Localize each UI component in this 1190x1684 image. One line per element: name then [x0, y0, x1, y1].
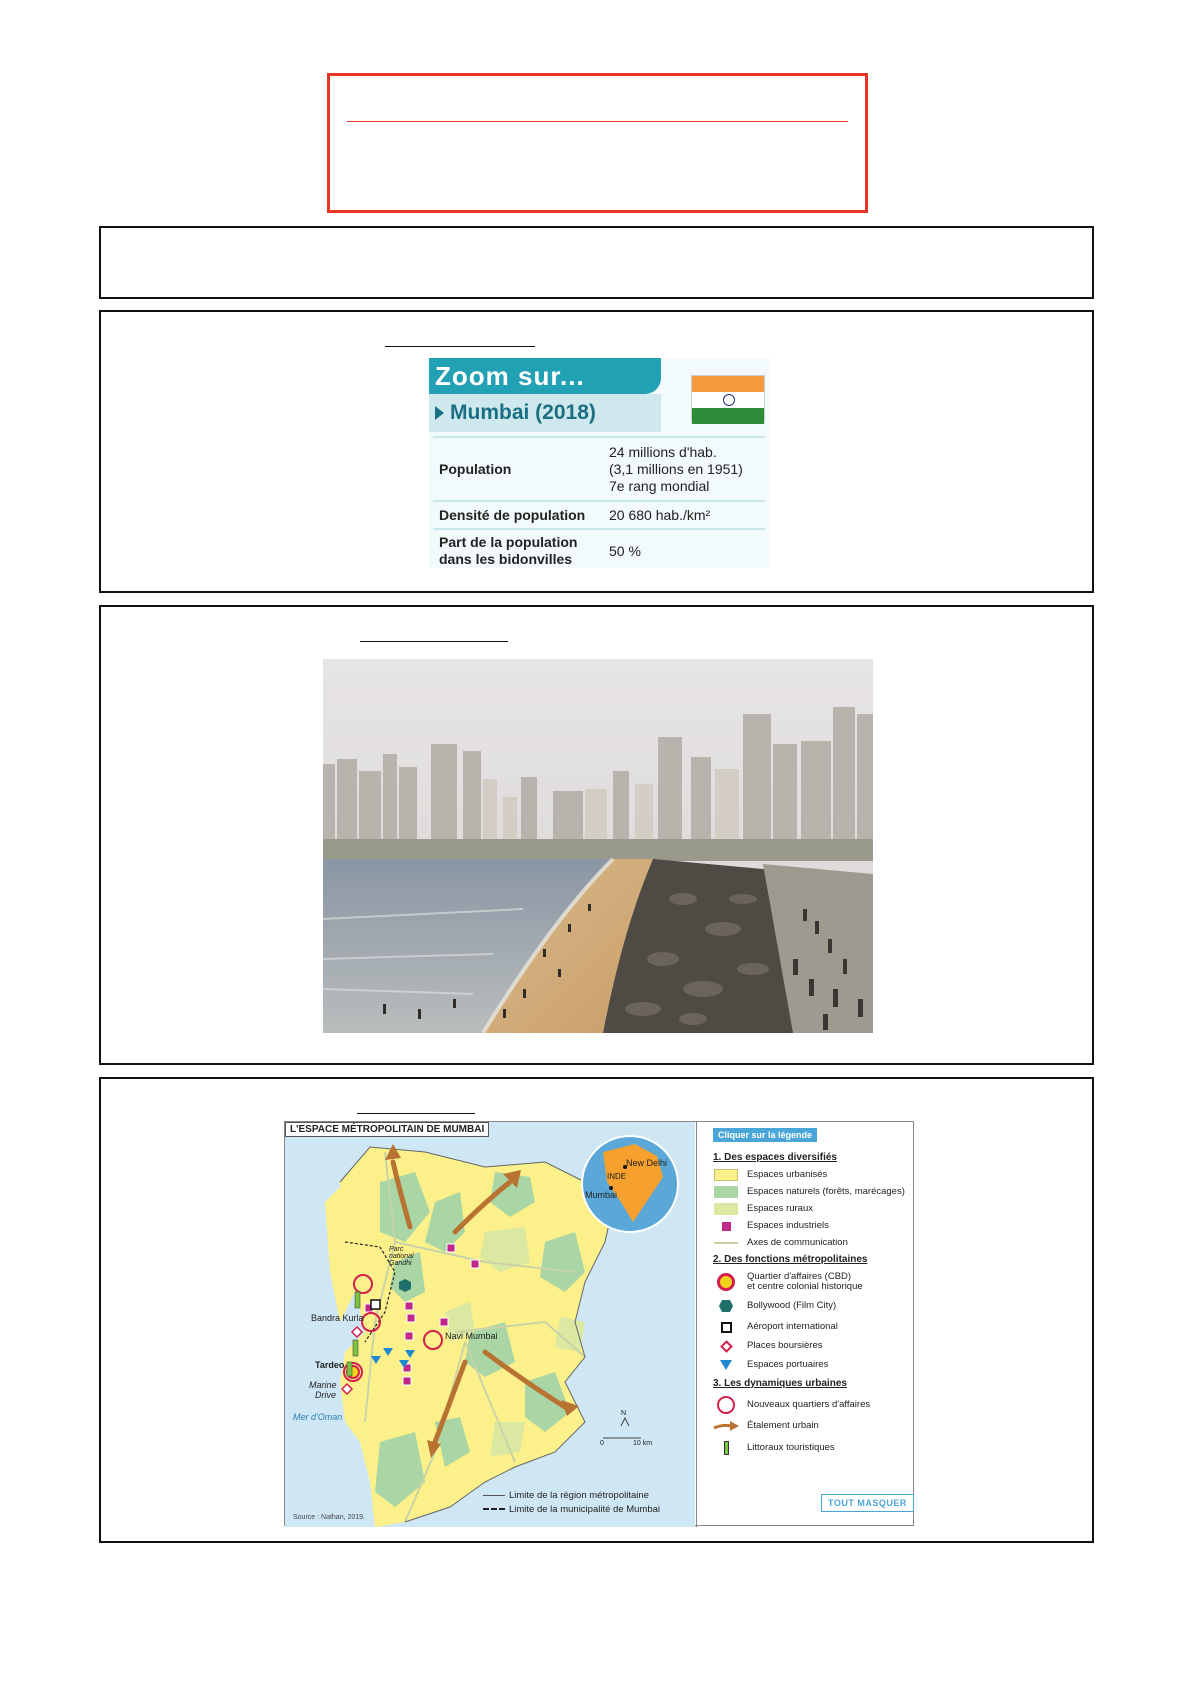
legend-item-axes[interactable]: Axes de communication	[713, 1235, 848, 1251]
row-label-line: Part de la population	[439, 533, 578, 550]
legend-section-title: 3. Les dynamiques urbaines	[713, 1378, 847, 1389]
inset-label-delhi: New Delhi	[626, 1158, 668, 1168]
legend-item-ports[interactable]: Espaces portuaires	[713, 1357, 828, 1373]
legend-item-natural[interactable]: Espaces naturels (forêts, marécages)	[713, 1184, 905, 1200]
document-3-heading-underline	[357, 1113, 475, 1114]
zoom-city-label: Mumbai (2018)	[450, 401, 596, 424]
dashed-line-icon	[483, 1508, 505, 1510]
zoom-heading: Zoom sur...	[429, 358, 661, 394]
zoom-stats-table	[433, 436, 765, 571]
marine-drive-photo	[323, 659, 873, 1033]
legend-item-tourism[interactable]: Littoraux touristiques	[713, 1440, 835, 1456]
legend-item-cbd[interactable]	[713, 1271, 863, 1293]
row-value	[603, 437, 765, 501]
row-label-line: dans les bidonvilles	[439, 550, 573, 567]
scale-zero: 0	[600, 1440, 604, 1447]
cbd-label: Quartier d'affaires (CBD) et centre colonial historique	[747, 1271, 863, 1292]
diamond-icon	[720, 1340, 733, 1353]
document-1-heading-underline	[385, 346, 535, 347]
legend-item-industrial[interactable]: Espaces industriels	[713, 1218, 829, 1234]
limit-region-row	[483, 1490, 649, 1501]
legend-item-sprawl[interactable]: Étalement urbain	[713, 1418, 819, 1434]
tourism-bar-icon	[724, 1441, 729, 1455]
hide-all-button[interactable]: TOUT MASQUER	[821, 1494, 914, 1512]
cbd-circle-icon	[717, 1273, 735, 1291]
bandra-label: Bandra Kurla	[311, 1313, 364, 1323]
population-value-line: 24 millions d'hab.	[609, 443, 717, 460]
zoom-city-title	[429, 394, 661, 432]
document-3-box	[99, 1077, 1094, 1543]
legend-item-new-business[interactable]: Nouveaux quartiers d'affaires	[713, 1395, 870, 1415]
axis-line-icon	[714, 1242, 738, 1244]
source-label: Source : Nathan, 2019.	[293, 1514, 365, 1521]
zoom-card	[429, 358, 769, 568]
document-2-box	[99, 605, 1094, 1065]
triangle-arrow-icon	[435, 406, 444, 420]
navi-mumbai-label: Navi Mumbai	[445, 1331, 498, 1341]
row-label	[433, 529, 603, 571]
world-rank-line: 7e rang mondial	[609, 477, 710, 494]
north-label: N	[621, 1410, 627, 1417]
document-1-box	[99, 310, 1094, 593]
map-canvas	[285, 1122, 695, 1527]
legend-section-title: 2. Des fonctions métropolitaines	[713, 1254, 868, 1265]
solid-line-icon	[483, 1495, 505, 1496]
row-label: Population	[433, 437, 603, 501]
legend-section-title: 1. Des espaces diversifiés	[713, 1152, 837, 1163]
legend-item-bollywood[interactable]: Bollywood (Film City)	[713, 1298, 836, 1314]
table-row	[433, 529, 765, 571]
title-box	[327, 73, 868, 213]
airport-square-icon	[721, 1322, 732, 1333]
document-2-heading-underline	[360, 641, 508, 642]
legend-item-rural[interactable]: Espaces ruraux	[713, 1201, 813, 1217]
row-value: 20 680 hab./km²	[603, 501, 765, 529]
india-flag-icon	[691, 375, 765, 423]
population-1951-line: (3,1 millions en 1951)	[609, 460, 743, 477]
limit-municipality-row	[483, 1504, 660, 1515]
title-rule	[347, 121, 848, 122]
hexagon-icon	[719, 1299, 733, 1313]
legend-click-button[interactable]: Cliquer sur la légende	[713, 1128, 817, 1142]
scale-km: 10 km	[633, 1440, 653, 1447]
row-value: 50 %	[603, 529, 765, 571]
industrial-square-icon	[722, 1222, 731, 1231]
legend-item-stock[interactable]: Places boursières	[713, 1338, 823, 1354]
sea-label: Mer d'Oman	[293, 1412, 343, 1422]
urban-swatch-icon	[714, 1169, 738, 1181]
sprawl-arrow-icon	[713, 1420, 739, 1432]
inset-label-inde: INDE	[607, 1172, 627, 1181]
row-label: Densité de population	[433, 501, 603, 529]
map-title: L'ESPACE MÉTROPOLITAIN DE MUMBAI	[285, 1122, 489, 1137]
rural-swatch-icon	[714, 1203, 738, 1215]
limit-municipality-label: Limite de la municipalité de Mumbai	[509, 1504, 661, 1515]
port-triangle-icon	[720, 1360, 732, 1370]
inset-label-mumbai: Mumbai	[585, 1190, 618, 1200]
park-label: Parc national Gandhi	[389, 1246, 414, 1267]
limit-region-label: Limite de la région métropolitaine	[509, 1490, 649, 1501]
table-row	[433, 501, 765, 529]
legend-item-urban[interactable]: Espaces urbanisés	[713, 1167, 827, 1183]
tardeo-label: Tardeo	[315, 1360, 345, 1370]
marine-drive-label: Marine Drive	[309, 1380, 337, 1400]
natural-swatch-icon	[714, 1186, 738, 1198]
map-legend	[696, 1122, 915, 1527]
ring-icon	[717, 1396, 735, 1414]
intro-box	[99, 226, 1094, 299]
legend-item-airport[interactable]: Aéroport international	[713, 1319, 838, 1335]
table-row	[433, 437, 765, 501]
mumbai-map	[284, 1121, 914, 1526]
